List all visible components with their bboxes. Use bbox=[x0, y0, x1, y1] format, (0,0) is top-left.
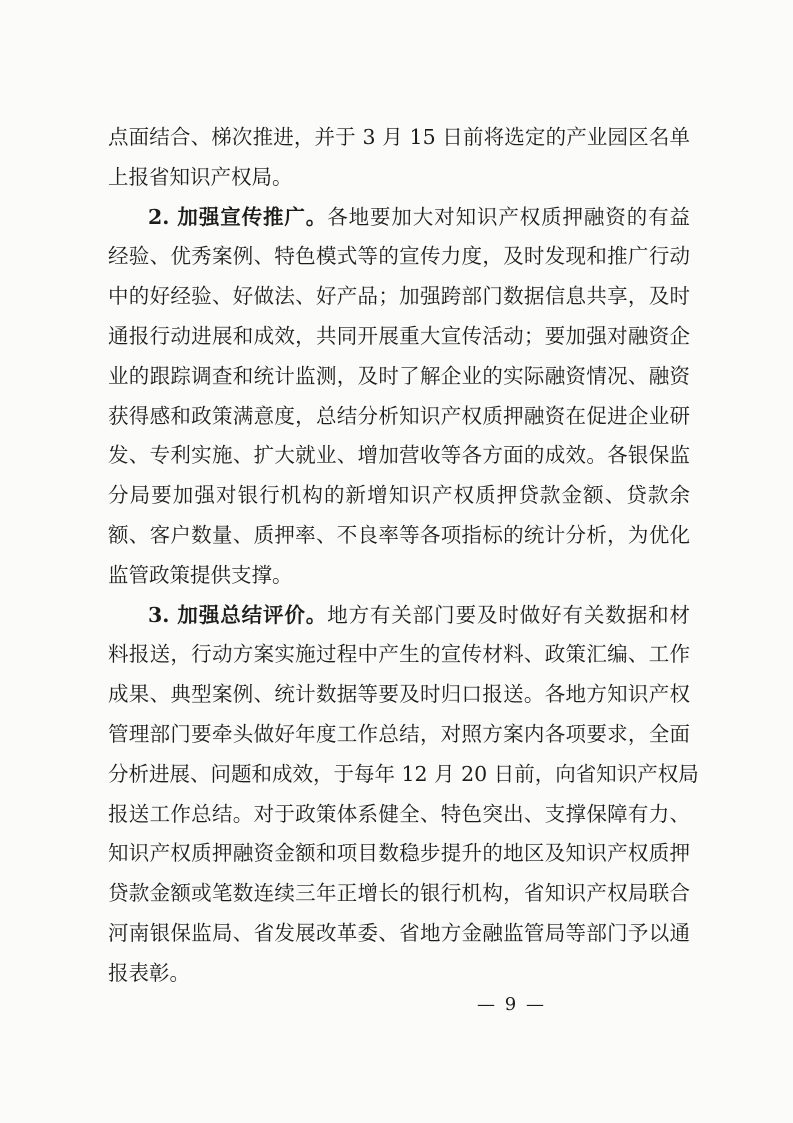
paragraph-2-line-3: 中的好经验、好做法、好产品；加强跨部门数据信息共享，及时 bbox=[108, 284, 690, 309]
paragraph-3-line-8: 贷款金额或笔数连续三年正增长的银行机构，省知识产权局联合 bbox=[108, 881, 690, 906]
paragraph-3-line-7: 知识产权质押融资金额和项目数稳步提升的地区及知识产权质押 bbox=[108, 841, 690, 866]
paragraph-3-line-3: 成果、典型案例、统计数据等要及时归口报送。各地方知识产权 bbox=[108, 682, 690, 707]
paragraph-2-line-6: 获得感和政策满意度，总结分析知识产权质押融资在促进企业研 bbox=[108, 403, 690, 428]
paragraph-2-line-10: 监管政策提供支撑。 bbox=[108, 562, 293, 587]
paragraph-2-line-4: 通报行动进展和成效，共同开展重大宣传活动；要加强对融资企 bbox=[108, 323, 690, 348]
paragraph-1-line-2: 上报省知识产权局。 bbox=[108, 164, 293, 189]
paragraph-2-line-9: 额、客户数量、质押率、不良率等各项指标的统计分析，为优化 bbox=[108, 522, 690, 547]
paragraph-2-first-line-text: 各地要加大对知识产权质押融资的有益 bbox=[327, 204, 691, 229]
paragraph-3-line-6: 报送工作总结。对于政策体系健全、特色突出、支撑保障有力、 bbox=[108, 801, 690, 826]
paragraph-2-line-2: 经验、优秀案例、特色模式等的宣传力度，及时发现和推广行动 bbox=[108, 244, 690, 269]
paragraph-3-line-9: 河南银保监局、省发展改革委、省地方金融监管局等部门予以通 bbox=[108, 920, 690, 945]
paragraph-2-line-1 bbox=[108, 198, 690, 238]
paragraph-3-first-line-text: 地方有关部门要及时做好有关数据和材 bbox=[327, 602, 691, 627]
paragraph-3-line-1 bbox=[108, 596, 690, 636]
paragraph-2-line-5: 业的跟踪调查和统计监测，及时了解企业的实际融资情况、融资 bbox=[108, 363, 690, 388]
page-number: — 9 — bbox=[477, 994, 546, 1015]
paragraph-3-heading: 3. 加强总结评价。 bbox=[148, 602, 328, 627]
paragraph-2-heading: 2. 加强宣传推广。 bbox=[148, 204, 328, 229]
paragraph-1-line-1: 点面结合、梯次推进，并于 3 月 15 日前将选定的产业园区名单 bbox=[108, 125, 690, 149]
paragraph-3-line-5: 分析进展、问题和成效，于每年 12 月 20 日前，向省知识产权局 bbox=[108, 761, 699, 786]
paragraph-3-line-10: 报表彰。 bbox=[108, 960, 190, 985]
paragraph-3-line-4: 管理部门要牵头做好年度工作总结，对照方案内各项要求，全面 bbox=[108, 721, 690, 746]
body-text bbox=[108, 118, 699, 994]
paragraph-2-line-7: 发、专利实施、扩大就业、增加营收等各方面的成效。各银保监 bbox=[108, 443, 690, 468]
paragraph-2-line-8: 分局要加强对银行机构的新增知识产权质押贷款金额、贷款余 bbox=[108, 483, 690, 508]
paragraph-3-line-2: 料报送，行动方案实施过程中产生的宣传材料、政策汇编、工作 bbox=[108, 642, 690, 667]
